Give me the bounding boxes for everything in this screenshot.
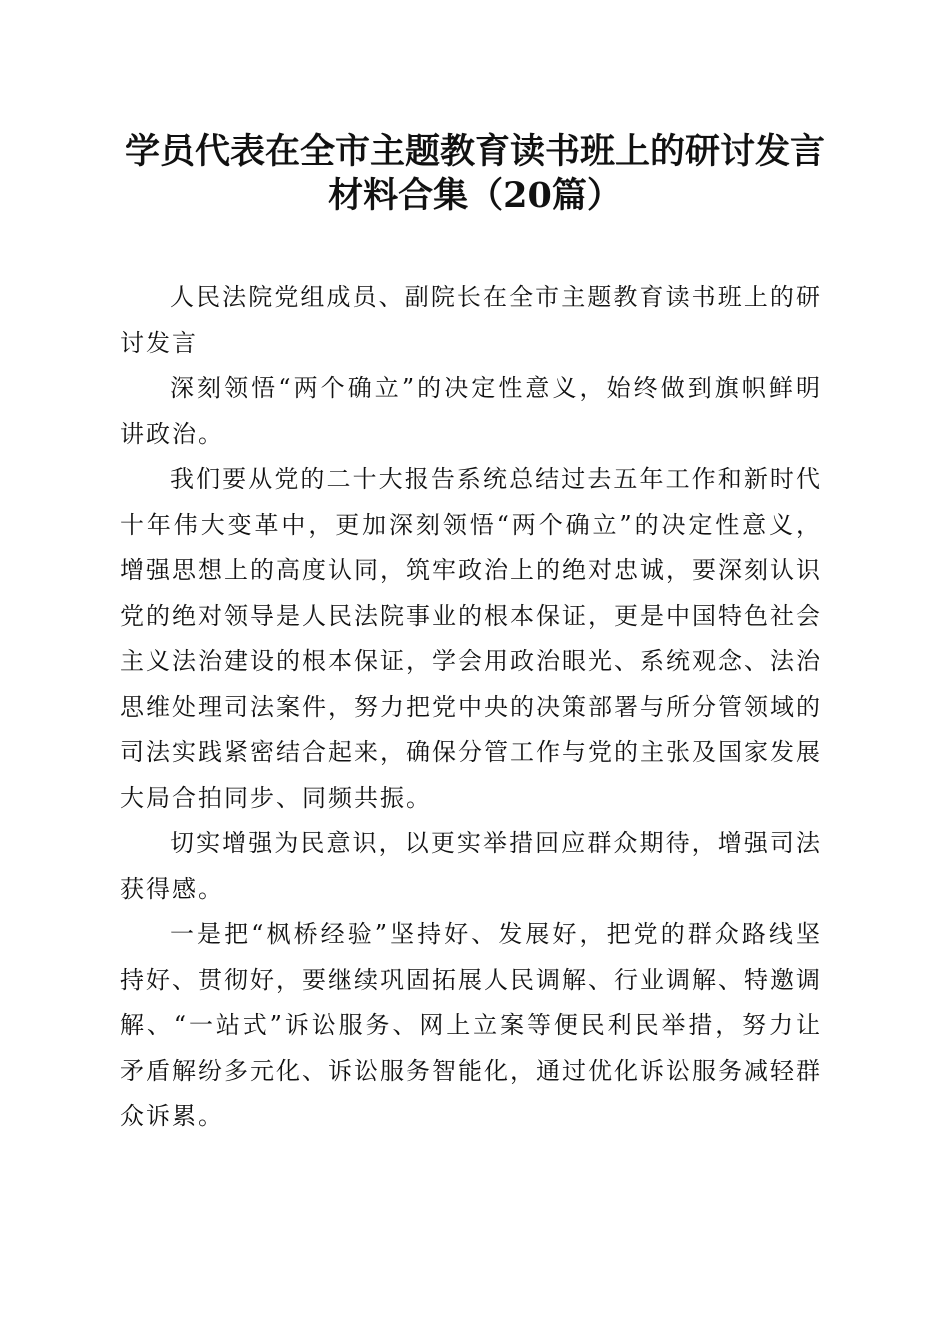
paragraph-body-2: 一是把“枫桥经验”坚持好、发展好，把党的群众路线坚持好、贯彻好，要继续巩固拓展人民调解、行业调解、特邀调解、“一站式”诉讼服务、网上立案等便民利民举措，努力让矛盾解纷多元化、诉讼服务智能化，通过优化诉讼服务减轻群众诉累。 (120, 920, 822, 1130)
paragraph-section-heading-1: 深刻领悟“两个确立”的决定性意义，始终做到旗帜鲜明讲政治。 (120, 374, 822, 448)
document-title (100, 130, 850, 218)
document-body (120, 275, 822, 1140)
paragraph-section-heading-2: 切实增强为民意识，以更实举措回应群众期待，增强司法获得感。 (120, 829, 822, 903)
paragraph-body-1: 我们要从党的二十大报告系统总结过去五年工作和新时代十年伟大变革中，更加深刻领悟“两个确立”的决定性意义，增强思想上的高度认同，筑牢政治上的绝对忠诚，要深刻认识党的绝对领导是人民法院事业的根本保证，更是中国特色社会主义法治建设的根本保证，学会用政治眼光、系统观念、法治思维处理司法案件，努力把党中央的决策部署与所分管领域的司法实践紧密结合起来，确保分管工作与党的主张及国家发展大局合拍同步、同频共振。 (120, 465, 822, 812)
title-line-1: 学员代表在全市主题教育读书班上的研讨发言 (124, 131, 825, 172)
paragraph-speech-heading: 人民法院党组成员、副院长在全市主题教育读书班上的研讨发言 (120, 283, 822, 357)
title-line-2: 材料合集（20篇） (328, 175, 622, 216)
